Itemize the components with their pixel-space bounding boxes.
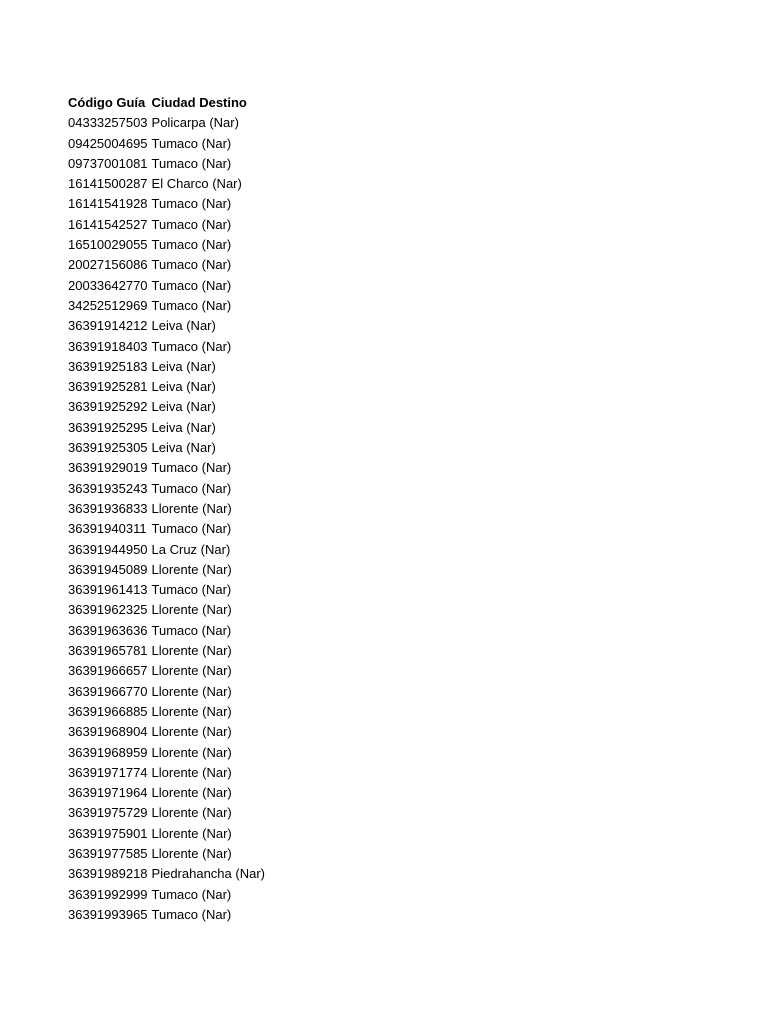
ciudad-destino-cell: Tumaco (Nar) bbox=[151, 886, 232, 902]
ciudad-destino-cell: Tumaco (Nar) bbox=[151, 237, 232, 253]
table-row bbox=[68, 499, 265, 519]
codigo-guia-cell: 36391966657 bbox=[68, 663, 148, 679]
ciudad-destino-cell: Llorente (Nar) bbox=[151, 785, 232, 801]
codigo-guia-cell: 04333257503 bbox=[68, 115, 148, 131]
table-row bbox=[68, 235, 265, 255]
ciudad-destino-cell: Leiva (Nar) bbox=[151, 440, 216, 456]
codigo-guia-cell: 36391925295 bbox=[68, 419, 148, 435]
codigo-guia-cell: 36391966770 bbox=[68, 683, 148, 699]
codigo-guia-cell: 36391940311 bbox=[68, 521, 147, 537]
ciudad-destino-cell: Leiva (Nar) bbox=[151, 379, 216, 395]
ciudad-destino-cell: Llorente (Nar) bbox=[151, 500, 232, 516]
ciudad-destino-cell: Tumaco (Nar) bbox=[151, 216, 232, 232]
codigo-guia-cell: 36391992999 bbox=[68, 886, 148, 902]
ciudad-destino-cell: Tumaco (Nar) bbox=[151, 480, 232, 496]
table-row bbox=[68, 296, 265, 316]
codigo-guia-cell: 36391944950 bbox=[68, 541, 148, 557]
codigo-guia-cell: 36391935243 bbox=[68, 480, 148, 496]
ciudad-destino-cell: Llorente (Nar) bbox=[151, 744, 232, 760]
ciudad-destino-cell: Llorente (Nar) bbox=[151, 643, 232, 659]
ciudad-destino-cell: Tumaco (Nar) bbox=[151, 155, 232, 171]
codigo-guia-cell: 16510029055 bbox=[68, 237, 148, 253]
table-row bbox=[68, 154, 265, 174]
ciudad-destino-cell: Tumaco (Nar) bbox=[151, 338, 232, 354]
ciudad-destino-cell: Llorente (Nar) bbox=[151, 845, 232, 861]
table-row bbox=[68, 519, 265, 539]
table-row bbox=[68, 458, 265, 478]
codigo-guia-cell: 16141500287 bbox=[68, 176, 148, 192]
codigo-guia-cell: 36391962325 bbox=[68, 602, 148, 618]
ciudad-destino-cell: Tumaco (Nar) bbox=[151, 622, 232, 638]
table-row bbox=[68, 580, 265, 600]
ciudad-destino-cell: Llorente (Nar) bbox=[151, 683, 232, 699]
table-row bbox=[68, 255, 265, 275]
table-row bbox=[68, 134, 265, 154]
table-row bbox=[68, 824, 265, 844]
codigo-guia-cell: 36391929019 bbox=[68, 460, 148, 476]
table-row bbox=[68, 194, 265, 214]
codigo-guia-cell: 36391961413 bbox=[68, 582, 148, 598]
ciudad-destino-cell: Tumaco (Nar) bbox=[151, 196, 232, 212]
ciudad-destino-cell: Llorente (Nar) bbox=[151, 663, 232, 679]
codigo-guia-cell: 36391914212 bbox=[68, 318, 148, 334]
codigo-guia-cell: 36391971964 bbox=[68, 785, 148, 801]
table-row bbox=[68, 803, 265, 823]
table-row bbox=[68, 682, 265, 702]
codigo-guia-cell: 36391925305 bbox=[68, 440, 148, 456]
codigo-guia-cell: 36391975729 bbox=[68, 805, 148, 821]
codigo-guia-cell: 36391936833 bbox=[68, 500, 148, 516]
codigo-guia-cell: 36391966885 bbox=[68, 703, 148, 719]
codigo-guia-cell: 36391963636 bbox=[68, 622, 148, 638]
table-row bbox=[68, 763, 265, 783]
codigo-guia-cell: 09425004695 bbox=[68, 135, 148, 151]
codigo-guia-cell: 36391925292 bbox=[68, 399, 148, 415]
codigo-guia-cell: 36391971774 bbox=[68, 764, 148, 780]
table-row bbox=[68, 316, 265, 336]
table-row bbox=[68, 276, 265, 296]
table-row bbox=[68, 783, 265, 803]
codigo-guia-cell: 34252512969 bbox=[68, 297, 148, 313]
table-row bbox=[68, 722, 265, 742]
ciudad-destino-cell: Leiva (Nar) bbox=[151, 399, 216, 415]
table-row bbox=[68, 113, 265, 133]
table-row bbox=[68, 743, 265, 763]
codigo-guia-cell: 16141542527 bbox=[68, 216, 148, 232]
table-row bbox=[68, 418, 265, 438]
ciudad-destino-cell: Tumaco (Nar) bbox=[151, 582, 232, 598]
codigo-guia-cell: 20027156086 bbox=[68, 257, 148, 273]
codigo-guia-cell: 16141541928 bbox=[68, 196, 148, 212]
ciudad-destino-cell: Tumaco (Nar) bbox=[151, 135, 232, 151]
codigo-guia-cell: 36391925281 bbox=[68, 379, 148, 395]
ciudad-destino-cell: Llorente (Nar) bbox=[151, 764, 232, 780]
table-row bbox=[68, 337, 265, 357]
codigo-guia-cell: 36391989218 bbox=[68, 866, 148, 882]
document-page bbox=[68, 93, 265, 925]
table-row bbox=[68, 702, 265, 722]
table-row bbox=[68, 397, 265, 417]
ciudad-destino-cell: Llorente (Nar) bbox=[151, 724, 232, 740]
ciudad-destino-cell: El Charco (Nar) bbox=[151, 176, 242, 192]
codigo-guia-cell: 36391965781 bbox=[68, 643, 148, 659]
table-row bbox=[68, 621, 265, 641]
table-row bbox=[68, 661, 265, 681]
ciudad-destino-cell: Llorente (Nar) bbox=[151, 602, 232, 618]
ciudad-destino-cell: Leiva (Nar) bbox=[151, 358, 216, 374]
table-row bbox=[68, 600, 265, 620]
ciudad-destino-cell: Piedrahancha (Nar) bbox=[151, 866, 265, 882]
ciudad-destino-cell: Llorente (Nar) bbox=[151, 825, 232, 841]
codigo-guia-cell: 36391975901 bbox=[68, 825, 148, 841]
ciudad-destino-cell: Leiva (Nar) bbox=[151, 318, 216, 334]
table-header-row bbox=[68, 93, 265, 113]
ciudad-destino-cell: Tumaco (Nar) bbox=[151, 257, 232, 273]
table-row bbox=[68, 864, 265, 884]
ciudad-destino-cell: Tumaco (Nar) bbox=[151, 906, 232, 922]
ciudad-destino-cell: Tumaco (Nar) bbox=[151, 277, 232, 293]
codigo-guia-cell: 20033642770 bbox=[68, 277, 148, 293]
table-row bbox=[68, 174, 265, 194]
shipment-table bbox=[68, 93, 265, 925]
ciudad-destino-cell: Leiva (Nar) bbox=[151, 419, 216, 435]
codigo-guia-cell: 36391925183 bbox=[68, 358, 148, 374]
codigo-guia-cell: 09737001081 bbox=[68, 155, 148, 171]
table-row bbox=[68, 377, 265, 397]
codigo-guia-cell: 36391968904 bbox=[68, 724, 148, 740]
ciudad-destino-cell: Tumaco (Nar) bbox=[151, 521, 232, 537]
table-row bbox=[68, 844, 265, 864]
codigo-guia-cell: 36391968959 bbox=[68, 744, 148, 760]
codigo-guia-cell: 36391945089 bbox=[68, 561, 148, 577]
table-row bbox=[68, 885, 265, 905]
ciudad-destino-cell: Llorente (Nar) bbox=[151, 561, 232, 577]
codigo-guia-cell: 36391918403 bbox=[68, 338, 148, 354]
codigo-guia-cell: 36391993965 bbox=[68, 906, 148, 922]
table-row bbox=[68, 641, 265, 661]
table-row bbox=[68, 560, 265, 580]
table-row bbox=[68, 479, 265, 499]
table-row bbox=[68, 357, 265, 377]
ciudad-destino-cell: Llorente (Nar) bbox=[151, 703, 232, 719]
table-body bbox=[68, 113, 265, 925]
ciudad-destino-cell: Policarpa (Nar) bbox=[151, 115, 239, 131]
ciudad-destino-cell: Llorente (Nar) bbox=[151, 805, 232, 821]
ciudad-destino-cell: La Cruz (Nar) bbox=[151, 541, 231, 557]
ciudad-destino-cell: Tumaco (Nar) bbox=[151, 297, 232, 313]
codigo-guia-cell: 36391977585 bbox=[68, 845, 148, 861]
header-ciudad-destino: Ciudad Destino bbox=[151, 95, 247, 110]
header-codigo-guia: Código Guía bbox=[68, 95, 146, 110]
ciudad-destino-cell: Tumaco (Nar) bbox=[151, 460, 232, 476]
table-row bbox=[68, 540, 265, 560]
table-row bbox=[68, 905, 265, 925]
table-row bbox=[68, 215, 265, 235]
table-row bbox=[68, 438, 265, 458]
